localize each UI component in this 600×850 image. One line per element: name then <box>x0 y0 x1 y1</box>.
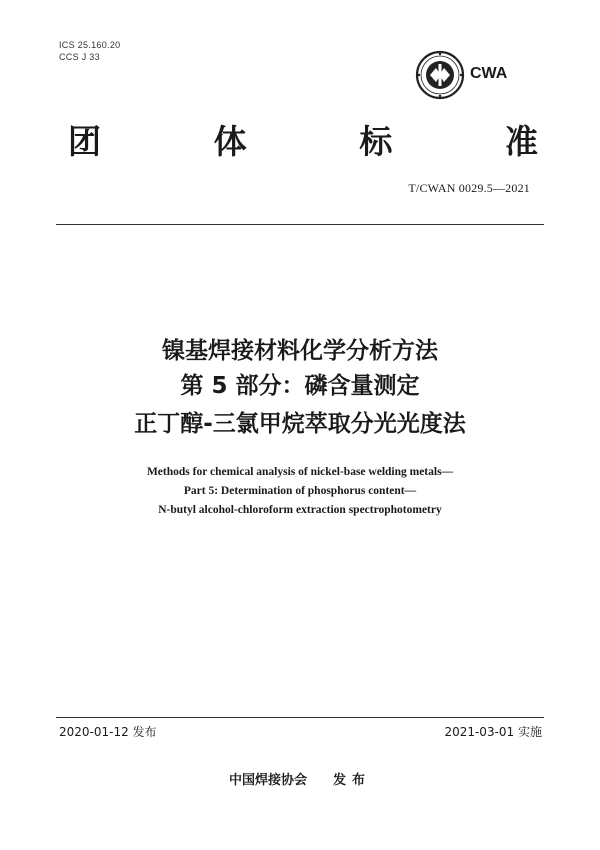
publisher-action: 发布 <box>333 773 372 788</box>
title-en-line-3: N-butyl alcohol-chloroform extraction spectrophotometry <box>158 504 442 516</box>
title-en-line-2: Part 5: Determination of phosphorus content— <box>183 485 417 497</box>
publisher-line <box>0 772 600 790</box>
standard-type-char-1: 团 <box>68 122 101 161</box>
top-divider <box>56 224 544 225</box>
ccs-code: CCS J 33 <box>59 52 100 62</box>
title-cn-line-2: 第 5 部分：磷含量测定 <box>180 373 420 399</box>
cwa-logo-text: CWA <box>470 65 508 82</box>
title-cn-line-1: 镍基焊接材料化学分析方法 <box>162 338 438 364</box>
title-en-line-1: Methods for chemical analysis of nickel-base welding metals— <box>146 466 454 478</box>
release-date: 2020-01-12 发布 <box>59 725 157 739</box>
standard-type-title <box>68 122 538 162</box>
implementation-date: 2021-03-01 实施 <box>444 725 542 739</box>
standard-type-char-3: 标 <box>359 122 393 161</box>
standard-number: T/CWAN 0029.5—2021 <box>408 181 530 195</box>
standard-type-char-2: 体 <box>213 122 247 161</box>
publisher-name: 中国焊接协会 <box>228 773 307 788</box>
bottom-divider <box>56 717 544 718</box>
cwa-logo-icon <box>415 50 465 100</box>
standard-type-char-4: 准 <box>504 122 538 161</box>
ics-code: ICS 25.160.20 <box>59 40 121 50</box>
title-cn-line-3: 正丁醇-三氯甲烷萃取分光光度法 <box>134 411 466 437</box>
